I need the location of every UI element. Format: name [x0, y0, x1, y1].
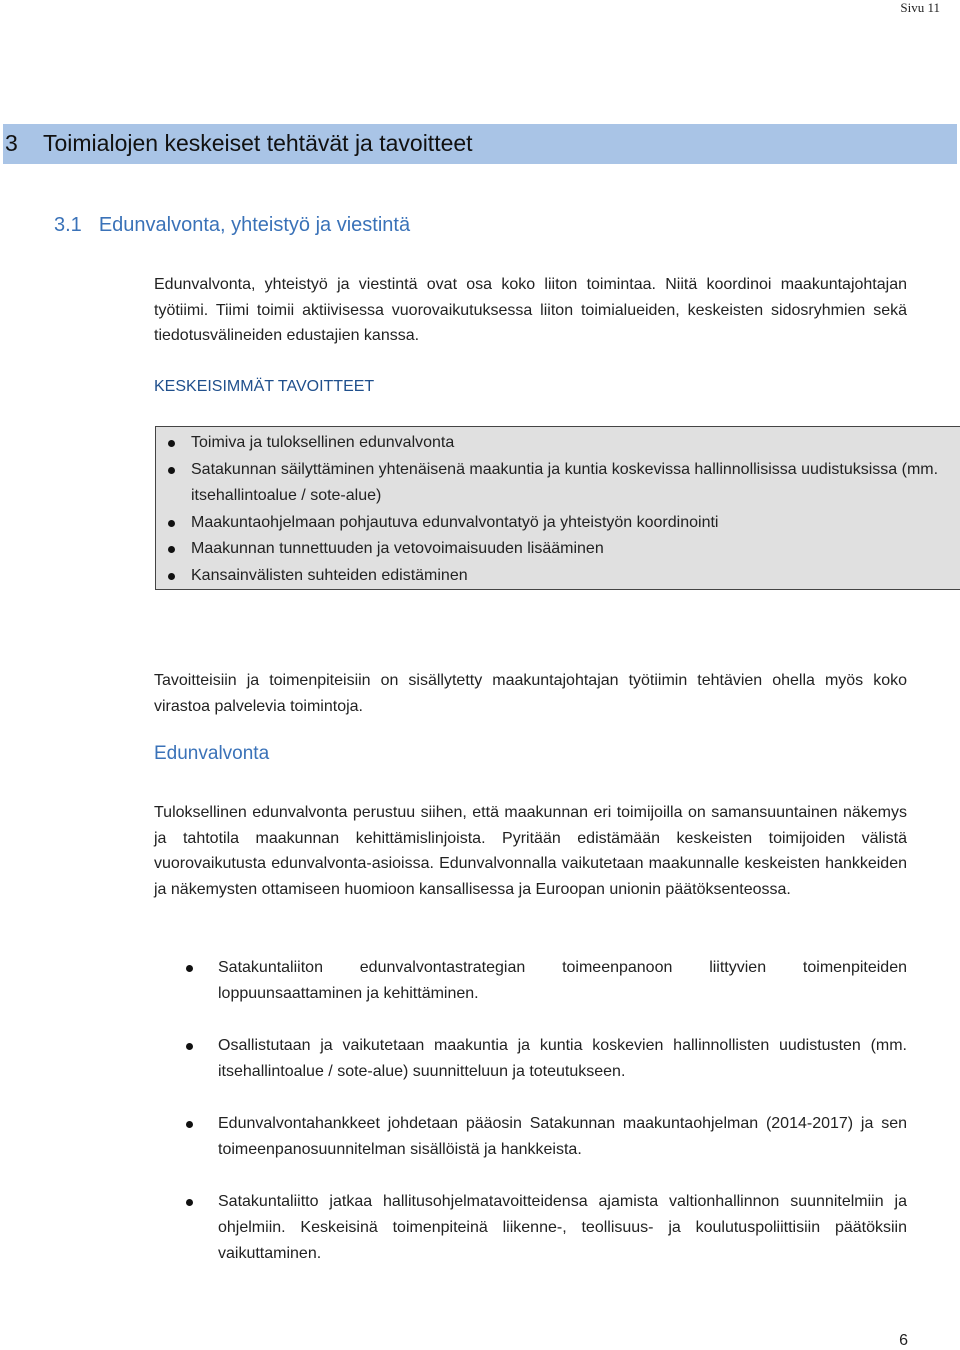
- list-item-text: Satakuntaliiton edunvalvontastrategian toimeenpanoon liittyvien toimenpiteiden loppuunsaattaminen ja kehittäminen.: [218, 959, 907, 1002]
- bullet-icon: [186, 1121, 193, 1128]
- list-item: [154, 1111, 907, 1163]
- bullet-icon: [168, 467, 175, 474]
- list-item: [154, 955, 907, 1007]
- list-item-text: Edunvalvontahankkeet johdetaan pääosin Satakunnan maakuntaohjelman (2014-2017) ja sen toimeenpanosuunnitelman sisällöistä ja hankkeista.: [218, 1115, 907, 1158]
- goal-text: Maakunnan tunnettuuden ja vetovoimaisuuden lisääminen: [191, 540, 604, 557]
- section-heading: [3, 124, 957, 164]
- edunvalvonta-paragraph: Tuloksellinen edunvalvonta perustuu siihen, että maakunnan eri toimijoilla on samansuuntainen näkemys ja tahtotila maakunnan kehittämislinjoista. Pyritään edistämään keskeisten toimijoiden välistä vuorovaikutusta edunvalvonta-asioissa. Edunvalvonnalla vaikutetaan maakunnalle keskeisten hankkeiden ja näkemysten ottamiseen huomioon kansallisessa ja Euroopan unionin päätöksenteossa.: [154, 804, 907, 898]
- bullet-icon: [168, 573, 175, 580]
- bullet-icon: [168, 546, 175, 553]
- goals-box: [155, 426, 960, 590]
- goal-item: [156, 457, 960, 510]
- goal-text: Kansainvälisten suhteiden edistäminen: [191, 566, 468, 584]
- goal-item: [156, 430, 960, 457]
- subsection-number: 3.1: [54, 214, 82, 236]
- list-item: [154, 1033, 907, 1085]
- subsection-title: Edunvalvonta, yhteistyö ja viestintä: [98, 214, 411, 236]
- list-item: [154, 1189, 907, 1267]
- bullet-icon: [168, 520, 175, 527]
- section-number: 3: [5, 130, 18, 156]
- intro-paragraph: Edunvalvonta, yhteistyö ja viestintä ovat osa koko liiton toimintaa. Niitä koordinoi maakuntajohtajan työtiimi. Tiimi toimii aktiivisessa vuorovaikutuksessa liiton toimialueiden, keskeisten sidosryhmien sekä tiedotusvälineiden edustajien kanssa.: [154, 276, 907, 344]
- goal-text: Toimiva ja tuloksellinen edunvalvonta: [191, 434, 455, 451]
- goal-text: Satakunnan säilyttäminen yhtenäisenä maakuntia ja kuntia koskevissa hallinnollisissa uudistuksissa (mm. itsehallintoalue / sote-alue): [191, 460, 939, 504]
- goal-text: Maakuntaohjelmaan pohjautuva edunvalvontatyö ja yhteistyön koordinointi: [191, 513, 719, 531]
- edunvalvonta-list: [154, 955, 907, 1293]
- bullet-icon: [186, 965, 193, 972]
- goal-item: [156, 563, 960, 590]
- bullet-icon: [186, 1043, 193, 1050]
- edunvalvonta-heading: Edunvalvonta: [154, 743, 270, 764]
- page-number: 6: [899, 1332, 908, 1349]
- goals-heading: KESKEISIMMÄT TAVOITTEET: [154, 378, 375, 395]
- goal-item: [156, 510, 960, 537]
- bullet-icon: [186, 1199, 193, 1206]
- section-title: Toimialojen keskeiset tehtävät ja tavoitteet: [43, 130, 473, 156]
- list-item-text: Satakuntaliitto jatkaa hallitusohjelmatavoitteidensa ajamista valtionhallinnon suunnitelmiin ja ohjelmiin. Keskeisinä toimenpiteinä liikenne-, teollisuus- ja koulutuspoliittisiin päätöksiin vaikuttaminen.: [218, 1193, 907, 1262]
- subsection-heading: [54, 214, 410, 237]
- page-label: Sivu 11: [900, 0, 940, 15]
- goal-item: [156, 536, 960, 563]
- note-paragraph: Tavoitteisiin ja toimenpiteisiin on sisällytetty maakuntajohtajan työtiimin tehtävien ohella myös koko virastoa palvelevia toimintoja.: [154, 672, 907, 715]
- list-item-text: Osallistutaan ja vaikutetaan maakuntia ja kuntia koskevien hallinnollisten uudistusten (mm. itsehallintoalue / sote-alue) suunnitteluun ja toteutukseen.: [218, 1037, 907, 1080]
- bullet-icon: [168, 440, 175, 447]
